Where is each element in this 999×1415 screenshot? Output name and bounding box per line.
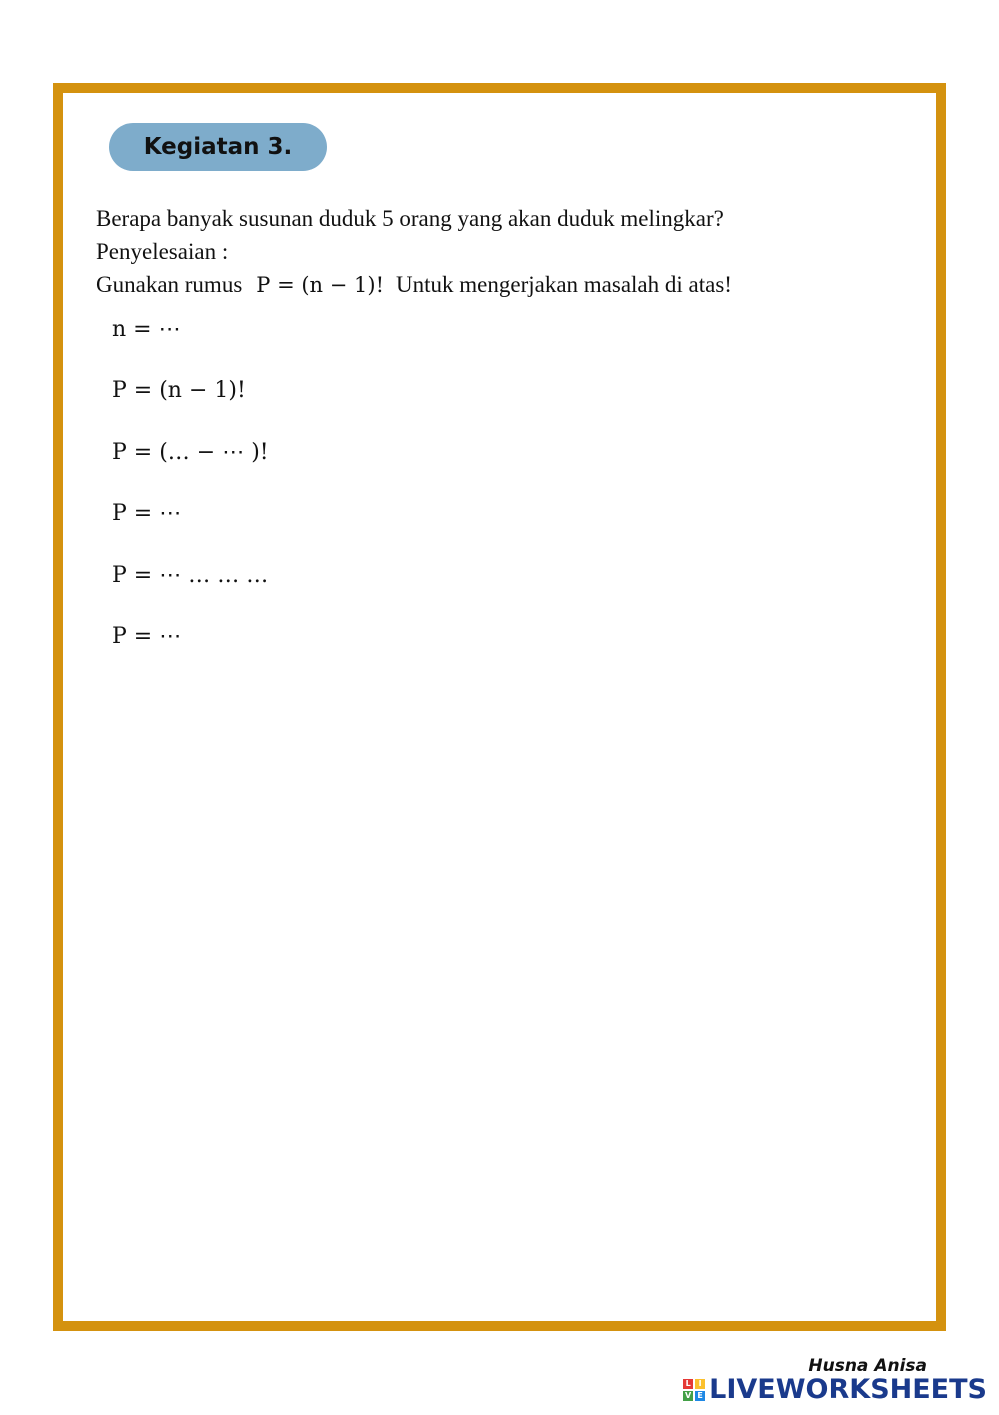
logo-letter-e: E bbox=[695, 1391, 705, 1401]
step-factorial[interactable]: P = ⋯ bbox=[112, 501, 182, 527]
formula-instruction bbox=[96, 268, 732, 301]
question-text: Berapa banyak susunan duduk 5 orang yang akan duduk melingkar? bbox=[96, 206, 724, 231]
solution-label: Penyelesaian : bbox=[96, 239, 229, 264]
logo-letter-l: L bbox=[683, 1379, 693, 1389]
liveworksheets-logo bbox=[683, 1374, 987, 1405]
footer bbox=[687, 1356, 987, 1408]
step-n-value[interactable]: n = ⋯ bbox=[112, 317, 181, 342]
logo-letter-v: V bbox=[685, 1391, 692, 1400]
solution-steps bbox=[112, 313, 269, 681]
step-formula: P = (n − 1)! bbox=[112, 378, 246, 404]
logo-icon bbox=[683, 1379, 705, 1401]
formula-instruction-suffix: Untuk mengerjakan masalah di atas! bbox=[396, 272, 732, 297]
permutation-formula: P = (n − 1)! bbox=[256, 273, 385, 297]
brand-name: LIVEWORKSHEETS bbox=[709, 1374, 987, 1405]
author-signature: Husna Anisa bbox=[808, 1356, 927, 1376]
question-block bbox=[96, 202, 732, 301]
step-substitution[interactable]: P = (… − ⋯ )! bbox=[112, 439, 269, 465]
logo-letter-i: I bbox=[695, 1379, 705, 1389]
formula-instruction-prefix: Gunakan rumus bbox=[96, 272, 243, 297]
step-expansion[interactable]: P = ⋯ … … … bbox=[112, 562, 269, 588]
activity-title: Kegiatan 3. bbox=[143, 134, 293, 160]
activity-title-badge bbox=[109, 123, 327, 171]
step-result[interactable]: P = ⋯ bbox=[112, 623, 182, 649]
